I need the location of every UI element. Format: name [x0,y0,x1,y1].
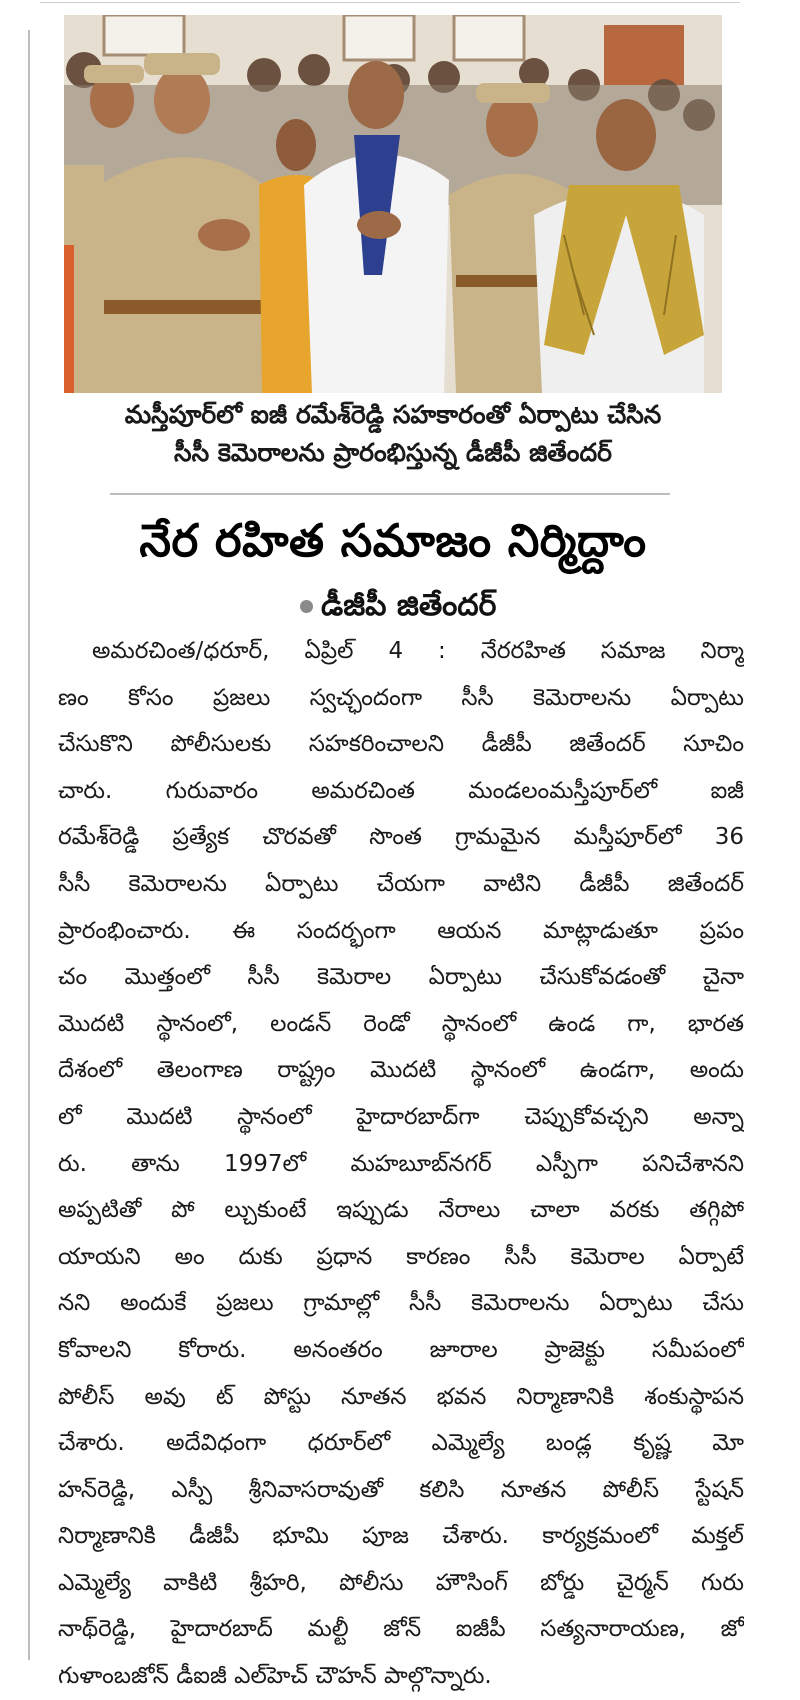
article-line: గుళాంబజోన్ డీఐజీ ఎల్‌హెచ్ చౌహన్ పాల్గొన్నారు. [58,1663,492,1690]
article-headline: నేర రహిత సమాజం నిర్మిద్దాం [139,514,647,567]
article-line: చారు. గురువారం అమరచింత మండలంమస్తీపూర్‌లో ఐజీ [58,777,744,804]
article-line: ణం కోసం ప్రజలు స్వచ్ఛందంగా సీసీ కెమెరాలను ఏర్పాటు [58,684,744,711]
article-line: ప్రారంభించారు. ఈ సందర్భంగా ఆయన మాట్లాడుతూ ప్రపం [58,917,744,944]
photo-caption [64,396,722,472]
article-line: నిర్మాణానికి డీజీపీ భూమి పూజ చేశారు. కార్యక్రమంలో మక్తల్ [58,1523,744,1550]
byline-text: డీజీపీ జితేందర్ [321,588,497,623]
article-body [58,628,744,1700]
article-line: సీసీ కెమెరాలను ఏర్పాటు చేయగా వాటిని డీజీపీ జితేందర్ [58,870,744,897]
article-line: లో మొదటి స్థానంలో హైదారబాద్‌గా చెప్పుకోవచ్చని అన్నా [58,1103,744,1130]
article-line: కోవాలని కోరారు. అనంతరం జూరాల ప్రాజెక్టు సమీపంలో [58,1336,744,1363]
article-line: దేశంలో తెలంగాణ రాష్ట్రం మొదటి స్థానంలో ఉండగా, అందు [58,1057,744,1084]
article-line: పోలీస్ అవు ట్ పోస్టు నూతన భవన నిర్మాణానికి శంకుస్థాపన [58,1383,744,1410]
article-line: రమేశ్‌రెడ్డి ప్రత్యేక చొరవతో సొంత గ్రామమైన మస్తీపూర్‌లో 36 [58,824,744,851]
news-photo [64,15,722,393]
news-photo-illustration [64,15,722,393]
article-line: చేశారు. అదేవిధంగా ధరూర్‌లో ఎమ్మెల్యే బండ్ల కృష్ణ మో [58,1430,744,1457]
caption-line-2: సీసీ కెమెరాలను ప్రారంభిస్తున్న డీజీపీ జితేందర్ [174,438,612,467]
article-line: అమరచింత/ధరూర్, ఏప్రిల్ 4 : నేరరహిత సమాజ నిర్మా [92,638,744,664]
article-line: మొదటి స్థానంలో, లండన్ రెండో స్థానంలో ఉండ గా, భారత [58,1010,744,1037]
article-line: చం మొత్తంలో సీసీ కెమెరాల ఏర్పాటు చేసుకోవడంతో చైనా [58,964,744,991]
article-line: రు. తాను 1997లో మహబూబ్‌నగర్ ఎస్పీగా పనిచేశానని [58,1150,744,1177]
caption-line-1: మస్తీపూర్‌లో ఐజీ రమేశ్‌రెడ్డి సహకారంతో ఏర్పాటు చేసిన [124,400,662,429]
article-line: అప్పటితో పో ల్చుకుంటే ఇప్పుడు నేరాలు చాలా వరకు తగ్గిపో [58,1197,744,1224]
column-rule [28,30,30,1660]
article-line: నాథ్‌రెడ్డి, హైదారబాద్ మల్టీ జోన్ ఐజీపీ సత్యనారాయణ, జో [58,1616,744,1643]
article-byline [300,586,580,626]
article-line: హన్‌రెడ్డి, ఎస్పీ శ్రీనివాసరావుతో కలిసి నూతన పోలీస్ స్టేషన్ [58,1476,744,1503]
article-line: చేసుకొని పోలీసులకు సహకరించాలని డీజీపీ జితేందర్ సూచిం [58,731,744,758]
top-rule [40,2,740,3]
article-line: ఎమ్మెల్యే వాకిటి శ్రీహరి, పోలీసు హౌసింగ్ బోర్డు చైర్మన్ గురు [58,1569,744,1596]
caption-divider [110,493,670,495]
article-line: నని అందుకే ప్రజలు గ్రామాల్లో సీసీ కెమెరాలను ఏర్పాటు చేసు [58,1290,744,1317]
bullet-icon [300,600,313,613]
article-line: యాయని అం దుకు ప్రధాన కారణం సీసీ కెమెరాల ఏర్పాటే [58,1243,744,1270]
